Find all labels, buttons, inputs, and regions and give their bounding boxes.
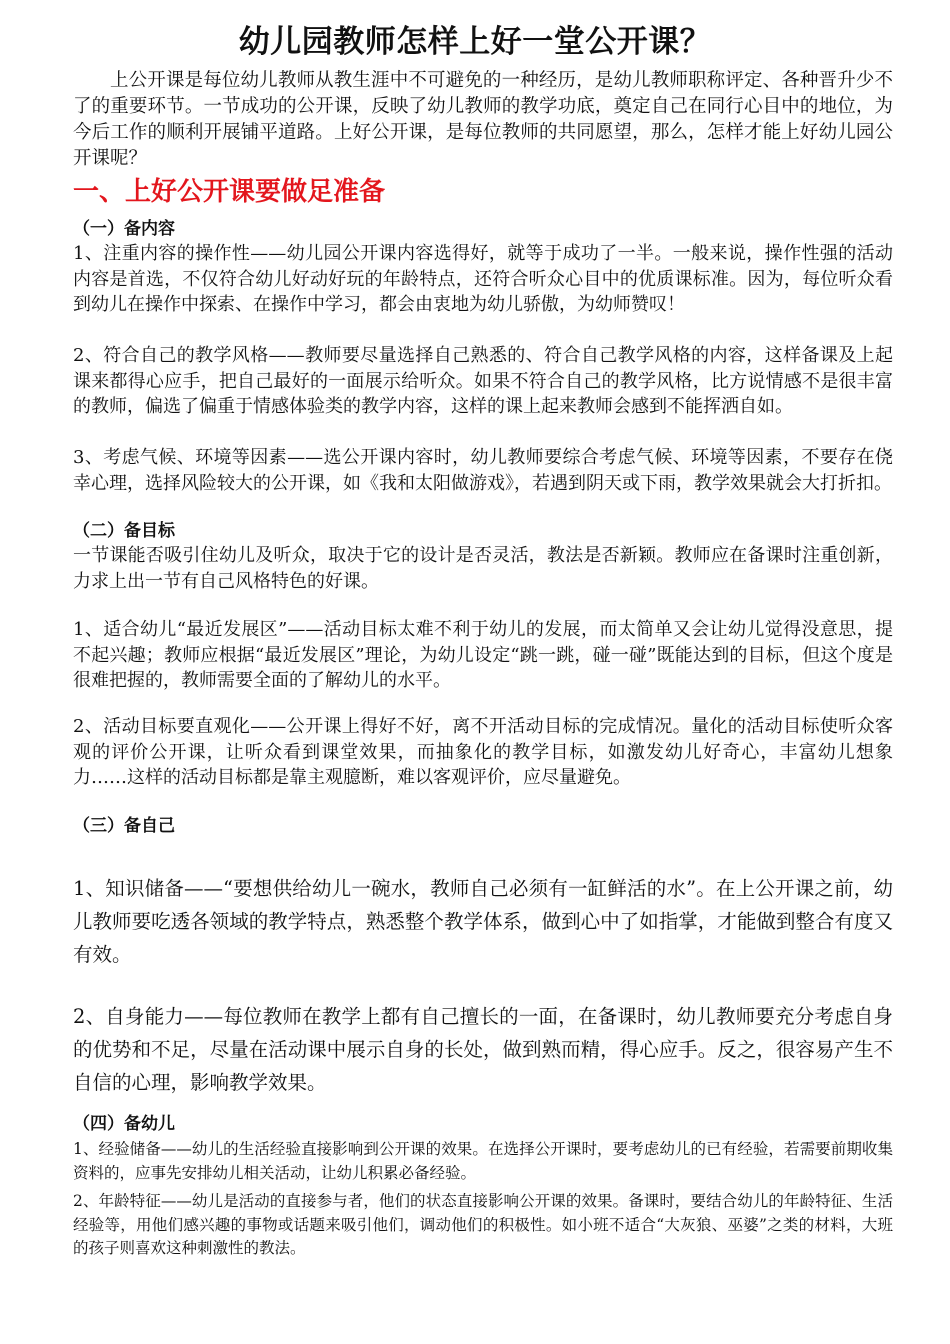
subsection-heading-children: （四）备幼儿: [73, 1114, 175, 1134]
subsection-heading-goals: （二）备目标: [73, 521, 175, 541]
paragraph-content-1: 1、注重内容的操作性——幼儿园公开课内容选得好，就等于成功了一半。一般来说，操作性强的活动内容是首选，不仅符合幼儿好动好玩的年龄特点，还符合听众心目中的优质课标准。因为，每位听众看到幼儿在操作中探索、在操作中学习，都会由衷地为幼儿骄傲，为幼师赞叹！: [73, 243, 893, 315]
paragraph-goals-2: 2、活动目标要直观化——公开课上得好不好，离不开活动目标的完成情况。量化的活动目标使听众客观的评价公开课，让听众看到课堂效果，而抽象化的教学目标，如激发幼儿好奇心，丰富幼儿想象力……这样的活动目标都是靠主观臆断，难以客观评价，应尽量避免。: [73, 716, 893, 788]
paragraph-goals-1: 1、适合幼儿“最近发展区”——活动目标太难不利于幼儿的发展，而太简单又会让幼儿觉得没意思，提不起兴趣；教师应根据“最近发展区”理论，为幼儿设定“跳一跳，碰一碰”既能达到的目标，但这个度是很难把握的，教师需要全面的了解幼儿的水平。: [73, 619, 893, 691]
paragraph-children-1: 1、经验储备——幼儿的生活经验直接影响到公开课的效果。在选择公开课时，要考虑幼儿的已有经验，若需要前期收集资料的，应事先安排幼儿相关活动，让幼儿积累必备经验。: [73, 1140, 893, 1182]
paragraph-content-2: 2、符合自己的教学风格——教师要尽量选择自己熟悉的、符合自己教学风格的内容，这样备课及上起课来都得心应手，把自己最好的一面展示给听众。如果不符合自己的教学风格，比方说情感不是很丰富的教师，偏选了偏重于情感体验类的教学内容，这样的课上起来教师会感到不能挥洒自如。: [73, 345, 893, 417]
paragraph-goals-intro: 一节课能否吸引住幼儿及听众，取决于它的设计是否灵活，教法是否新颖。教师应在备课时注重创新，力求上出一节有自己风格特色的好课。: [73, 545, 893, 592]
document-title: 幼儿园教师怎样上好一堂公开课？: [238, 24, 712, 60]
subsection-heading-self: （三）备自己: [73, 816, 175, 836]
paragraph-content-3: 3、考虑气候、环境等因素——选公开课内容时，幼儿教师要综合考虑气候、环境等因素，不要存在侥幸心理，选择风险较大的公开课，如《我和太阳做游戏》，若遇到阴天或下雨，教学效果就会大打折扣。: [73, 447, 893, 494]
paragraph-children-2: 2、年龄特征——幼儿是活动的直接参与者，他们的状态直接影响公开课的效果。备课时，要结合幼儿的年龄特征、生活经验等，用他们感兴趣的事物或话题来吸引他们，调动他们的积极性。如小班不适合“大灰狼、巫婆”之类的材料，大班的孩子则喜欢这种刺激性的教法。: [73, 1192, 893, 1257]
intro-paragraph: 上公开课是每位幼儿教师从教生涯中不可避免的一种经历，是幼儿教师职称评定、各种晋升少不了的重要环节。一节成功的公开课，反映了幼儿教师的教学功底，奠定自己在同行心目中的地位，为今后工作的顺利开展铺平道路。上好公开课，是每位教师的共同愿望，那么，怎样才能上好幼儿园公开课呢？: [73, 70, 893, 169]
paragraph-self-2: 2、自身能力——每位教师在教学上都有自己擅长的一面，在备课时，幼儿教师要充分考虑自身的优势和不足，尽量在活动课中展示自身的长处，做到熟而精，得心应手。反之，很容易产生不自信的心理，影响教学效果。: [73, 1005, 893, 1094]
paragraph-self-1: 1、知识储备——“要想供给幼儿一碗水，教师自己必须有一缸鲜活的水”。在上公开课之前，幼儿教师要吃透各领域的教学特点，熟悉整个教学体系，做到心中了如指掌，才能做到整合有度又有效。: [73, 877, 893, 966]
section-heading-1: 一、上好公开课要做足准备: [73, 177, 386, 207]
subsection-heading-content: （一）备内容: [73, 219, 175, 239]
